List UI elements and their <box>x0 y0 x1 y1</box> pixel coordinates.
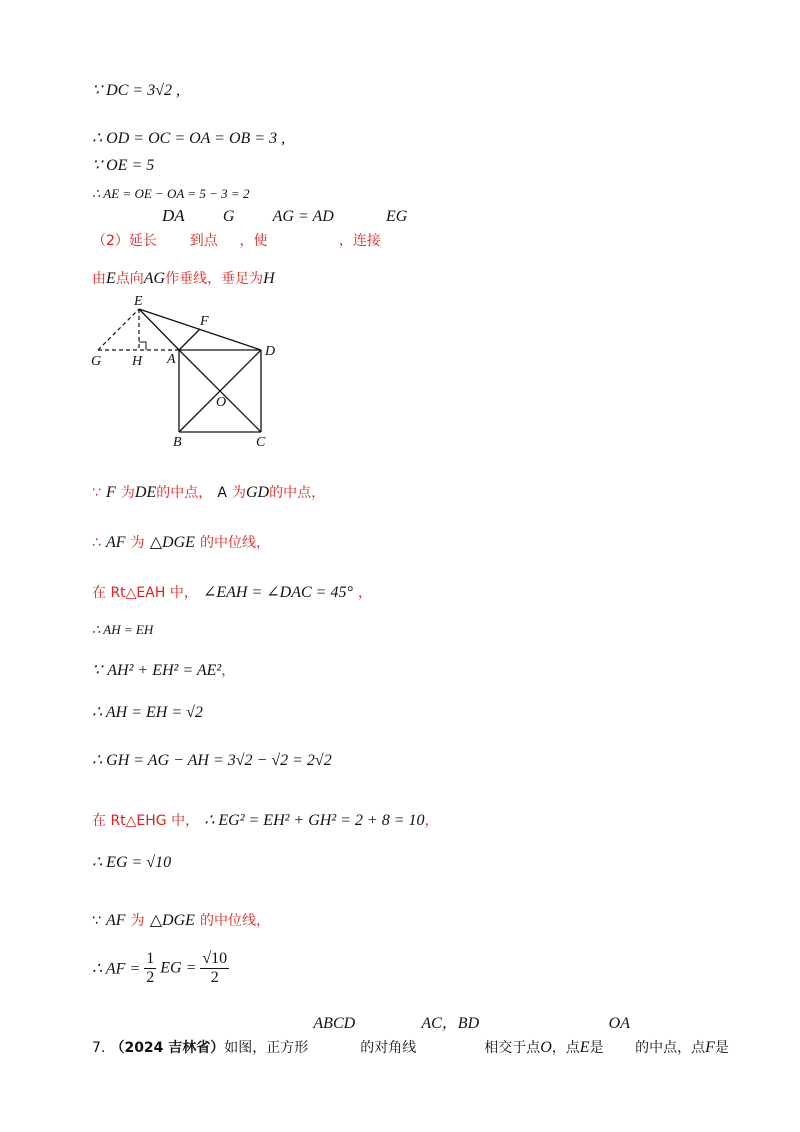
fraction-one-half: $\frac{1}{2}$ <box>146 950 155 986</box>
line-ae: ∴ AE = OE − OA = 5 − 3 = 2 <box>92 186 250 201</box>
fraction-sqrt10-over-2: $\frac{√10}{2}$ <box>202 950 228 986</box>
label-g: G <box>91 354 102 369</box>
part2-instruction: （2）延长 DA 到点 G ，使 AG = AD ，连接 EG <box>92 206 408 249</box>
label-d: D <box>265 344 276 359</box>
angle-statement: 在 Rt△EAH 中， ∠EAH = ∠DAC = 45° ， <box>92 584 372 601</box>
line-eg-value: ∴ EG = √10 <box>92 854 172 871</box>
eg-squared-line: 在 Rt△EHG 中， ∴ EG² = EH² + GH² = 2 + 8 = 10， <box>92 812 439 829</box>
line-oe: ∵ OE = 5 <box>92 157 155 174</box>
midpoint-statement: ∵ F 为DE的中点， A 为GD的中点， <box>92 484 326 501</box>
midline-statement-1: ∴ AF 为 △DGE 的中位线， <box>92 534 271 551</box>
question-7: 7. （2024 吉林省）如图，正方形 ABCD 的对角线 AC，BD 相交于点O，点E是 OA 的中点，点F是 <box>92 1015 729 1056</box>
geometry-figure <box>88 292 288 452</box>
label-b: B <box>173 435 182 450</box>
label-f: F <box>200 314 209 329</box>
pythagoras-line: ∵ AH² + EH² = AE²， <box>92 662 236 679</box>
label-o: O <box>216 395 227 410</box>
line-gh-value: ∴ GH = AG − AH = 3√2 − √2 = 2√2 <box>92 752 332 769</box>
af-result-line: ∴ AF = $\frac{1}{2}$ EG = $\frac{√10}{2}$ <box>92 950 228 986</box>
line-dc: ∵ DC = 3√2 , <box>92 82 180 99</box>
segment-af <box>179 329 200 350</box>
line-ah-eq-eh: ∴ AH = EH <box>92 622 154 637</box>
label-h: H <box>132 354 143 369</box>
line-od: ∴ OD = OC = OA = OB = 3 , <box>92 130 286 147</box>
label-a: A <box>167 352 176 367</box>
perpendicular-instruction: 由E点向AG作垂线，垂足为H <box>92 270 275 287</box>
midline-statement-2: ∵ AF 为 △DGE 的中位线， <box>92 912 271 929</box>
line-ah-value: ∴ AH = EH = √2 <box>92 704 203 721</box>
label-c: C <box>256 435 266 450</box>
label-e: E <box>134 294 143 309</box>
segment-ge <box>98 309 139 350</box>
right-angle-mark <box>139 342 146 350</box>
